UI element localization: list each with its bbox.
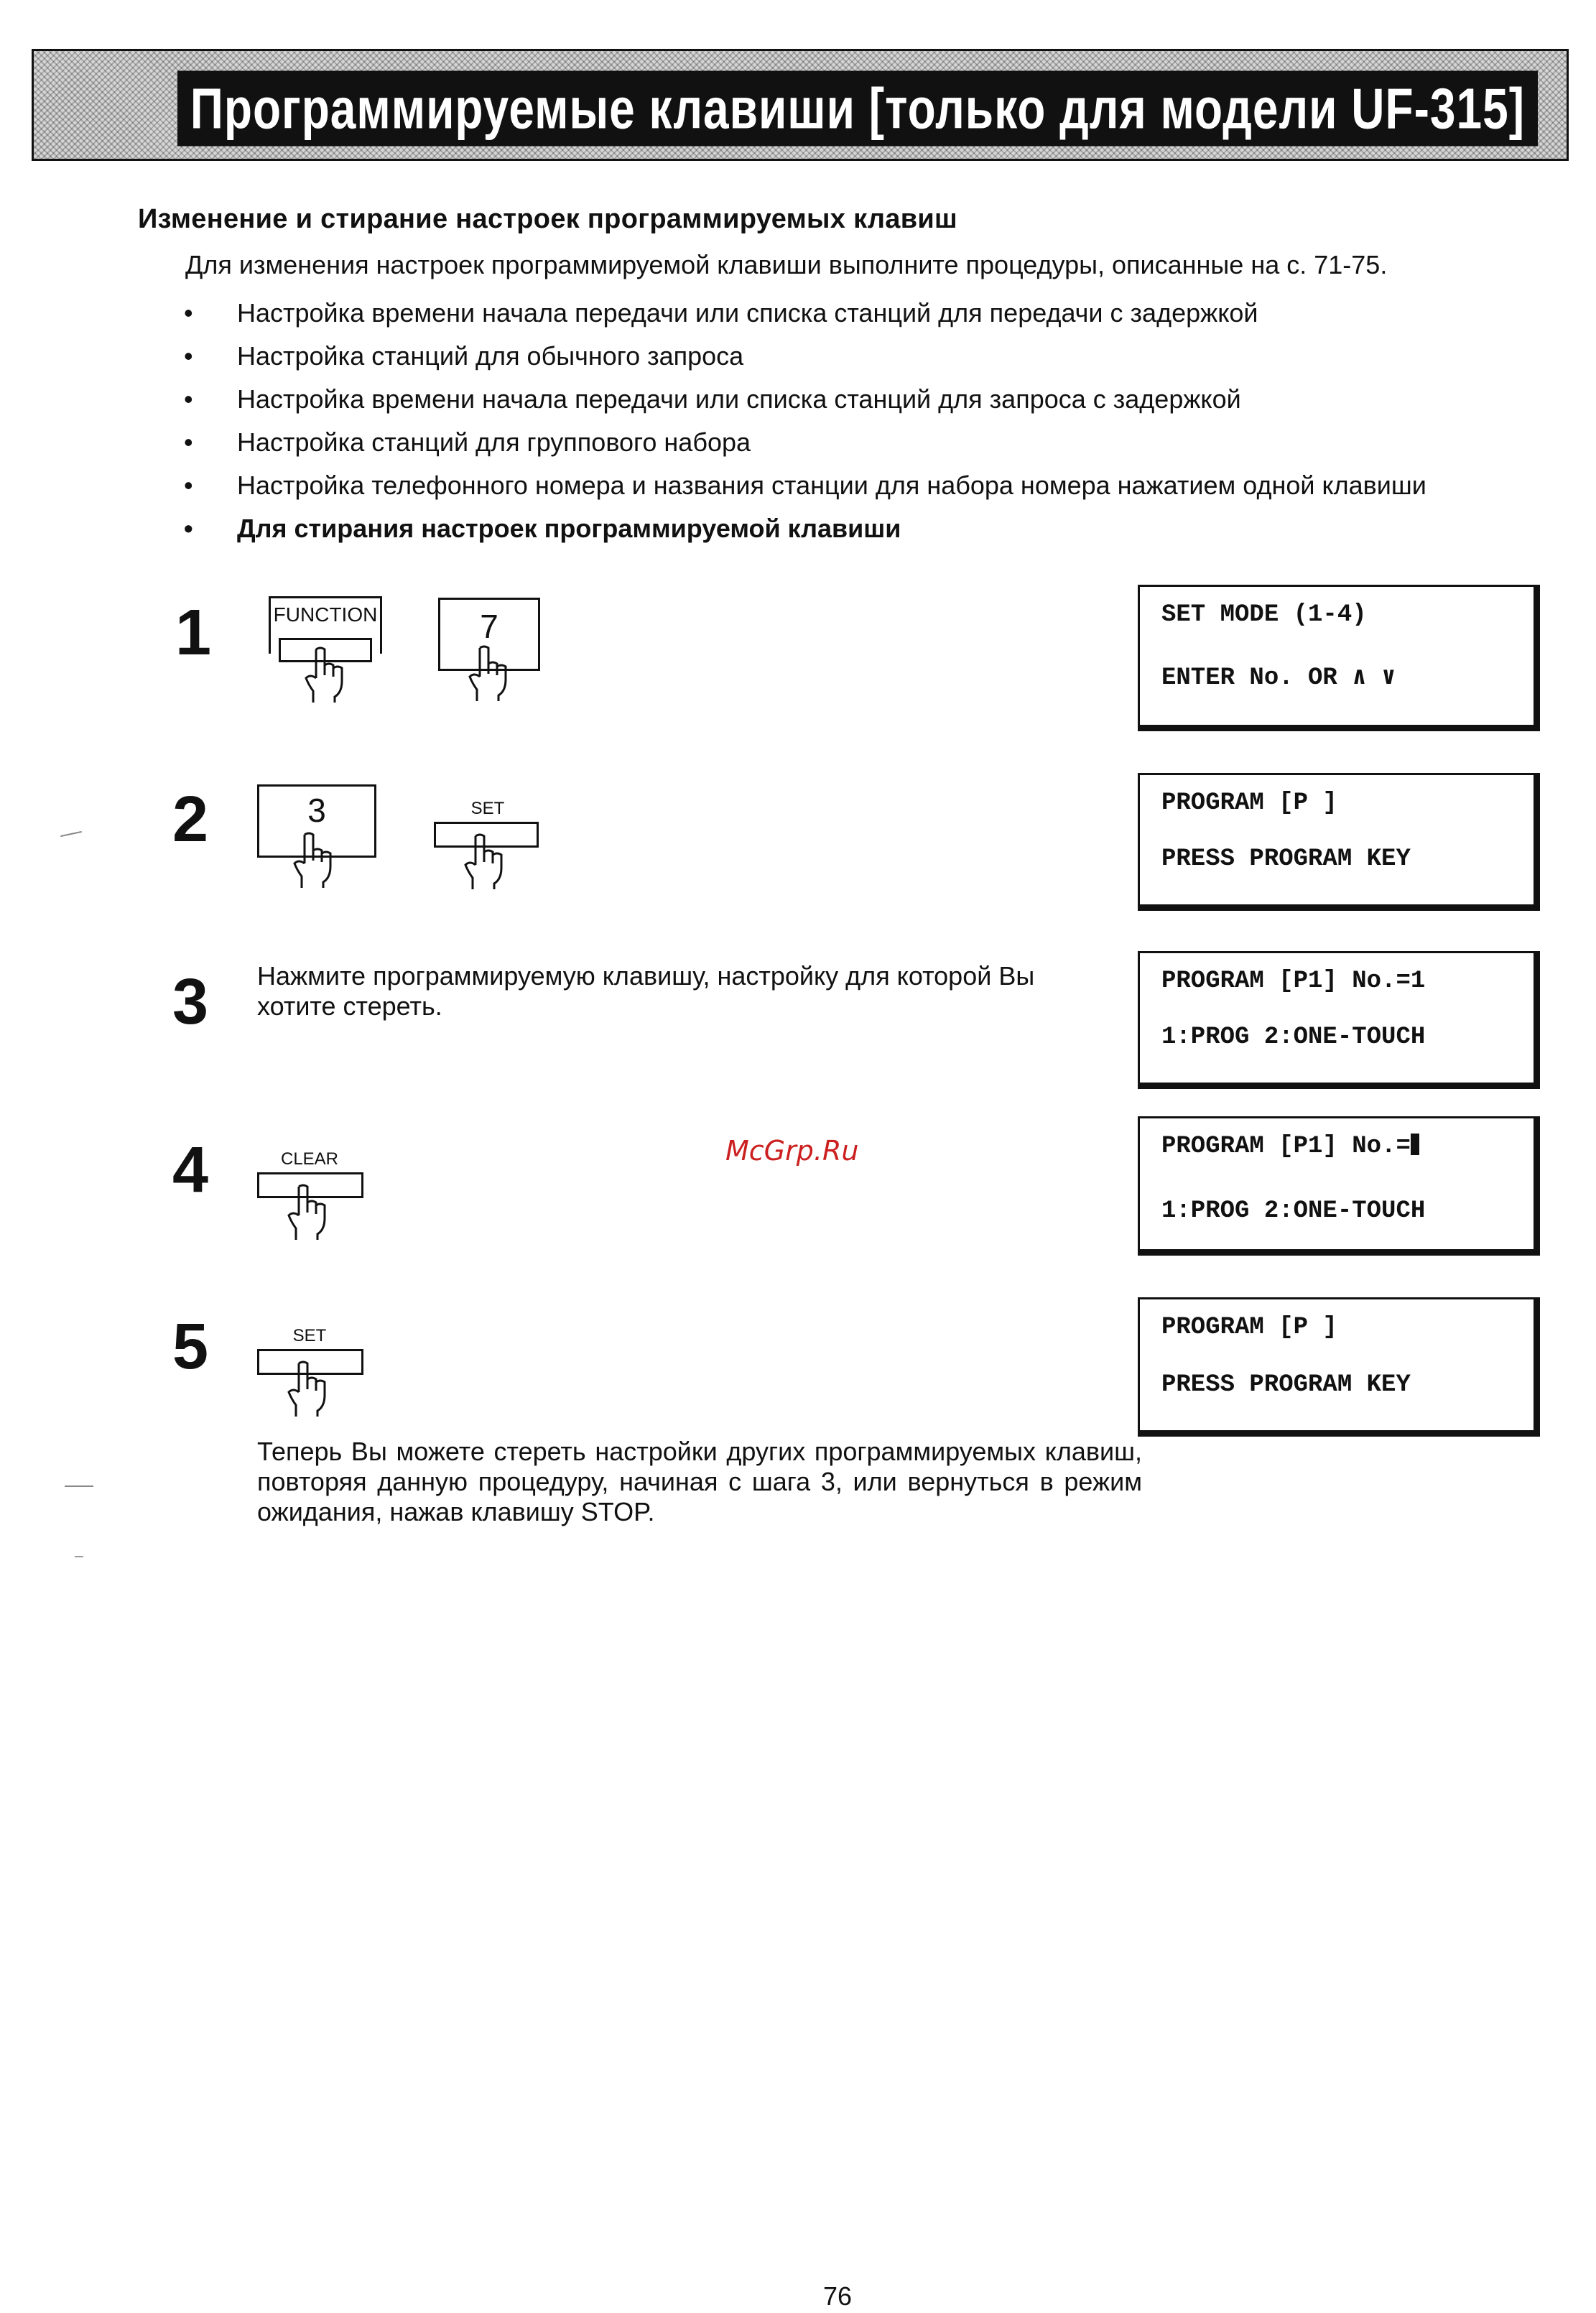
bullet-item: • Настройка времени начала передачи или списка станций для передачи с задержкой — [178, 292, 1426, 335]
function-key[interactable] — [264, 596, 386, 704]
set-key-label: SET — [470, 799, 505, 818]
step-number: 3 — [172, 966, 209, 1038]
bullet-item: • Настройка станций для обычного запроса — [178, 335, 1426, 378]
lcd-line1: PROGRAM [P ] — [1161, 1314, 1337, 1341]
step-number: 4 — [172, 1134, 209, 1206]
set-key-label: SET — [292, 1326, 327, 1345]
lcd-display-step1 — [1138, 585, 1540, 731]
step-number: 5 — [172, 1311, 209, 1383]
lcd-line2: PRESS PROGRAM KEY — [1161, 845, 1411, 873]
lcd-display-step5 — [1138, 1297, 1540, 1437]
pressing-finger-icon — [283, 1361, 333, 1418]
bullet-item: • Настройка времени начала передачи или списка станций для запроса с задержкой — [178, 378, 1426, 421]
lcd-line1: PROGRAM [P ] — [1161, 789, 1337, 817]
step3-instruction: Нажмите программируемую клавишу, настройку для которой Вы хотите стереть. — [257, 961, 1035, 1021]
lcd-line1 — [1161, 1133, 1419, 1160]
digit-3-key[interactable] — [257, 784, 372, 892]
bullet-item: • Для стирания настроек программируемой клавиши — [178, 507, 1426, 550]
section-title: Изменение и стирание настроек программируемых клавиш — [138, 204, 958, 234]
step-number: 1 — [175, 597, 212, 669]
digit-7-key-label: 7 — [480, 608, 498, 645]
scan-speck — [65, 1485, 93, 1487]
step-number: 2 — [172, 784, 209, 856]
digit-7-key[interactable] — [438, 598, 539, 705]
pressing-finger-icon — [300, 646, 351, 704]
scan-speck — [75, 1556, 83, 1557]
lcd-line1: PROGRAM [P1] No.=1 — [1161, 968, 1426, 995]
set-key[interactable] — [434, 799, 542, 892]
header-title: Программируемые клавиши [только для модели UF-315] — [177, 71, 1538, 147]
pressing-finger-icon — [283, 1184, 333, 1241]
pressing-finger-icon — [289, 832, 339, 889]
lcd-cursor — [1411, 1134, 1419, 1155]
lcd-line2: PRESS PROGRAM KEY — [1161, 1371, 1411, 1399]
page-number: 76 — [823, 2281, 853, 2311]
clear-key-label: CLEAR — [280, 1149, 339, 1169]
clear-key[interactable] — [257, 1149, 372, 1243]
watermark: McGrp.Ru — [725, 1135, 859, 1167]
pressing-finger-icon — [464, 645, 514, 703]
lcd-display-step4 — [1138, 1116, 1540, 1256]
digit-3-key-label: 3 — [307, 792, 326, 829]
pressing-finger-icon — [460, 833, 510, 891]
bullet-item: • Настройка станций для группового набора — [178, 421, 1426, 464]
function-key-label: FUNCTION — [273, 603, 378, 626]
lcd-display-step2 — [1138, 773, 1540, 911]
bullet-list — [178, 292, 1426, 550]
step5-note: Теперь Вы можете стереть настройки других программируемых клавиш, повторяя данную процедуру, начиная с шага 3, или вернуться в режим ожидания, нажав клавишу STOP. — [257, 1437, 1142, 1526]
bullet-item: • Настройка телефонного номера и названия станции для набора номера нажатием одной клавиши — [178, 464, 1426, 507]
header-banner — [32, 49, 1569, 161]
lcd-display-step3 — [1138, 951, 1540, 1089]
lcd-line2: 1:PROG 2:ONE-TOUCH — [1161, 1024, 1426, 1051]
scan-speck — [60, 831, 82, 837]
section-intro: Для изменения настроек программируемой клавиши выполните процедуры, описанные на с. 71-75. — [185, 250, 1388, 279]
lcd-line2: ENTER No. OR ∧ ∨ — [1161, 664, 1396, 692]
lcd-line1: SET MODE (1-4) — [1161, 601, 1367, 629]
lcd-line2: 1:PROG 2:ONE-TOUCH — [1161, 1197, 1426, 1225]
set-key[interactable] — [257, 1326, 372, 1419]
lcd-line1-text: PROGRAM [P1] No.= — [1161, 1133, 1411, 1160]
